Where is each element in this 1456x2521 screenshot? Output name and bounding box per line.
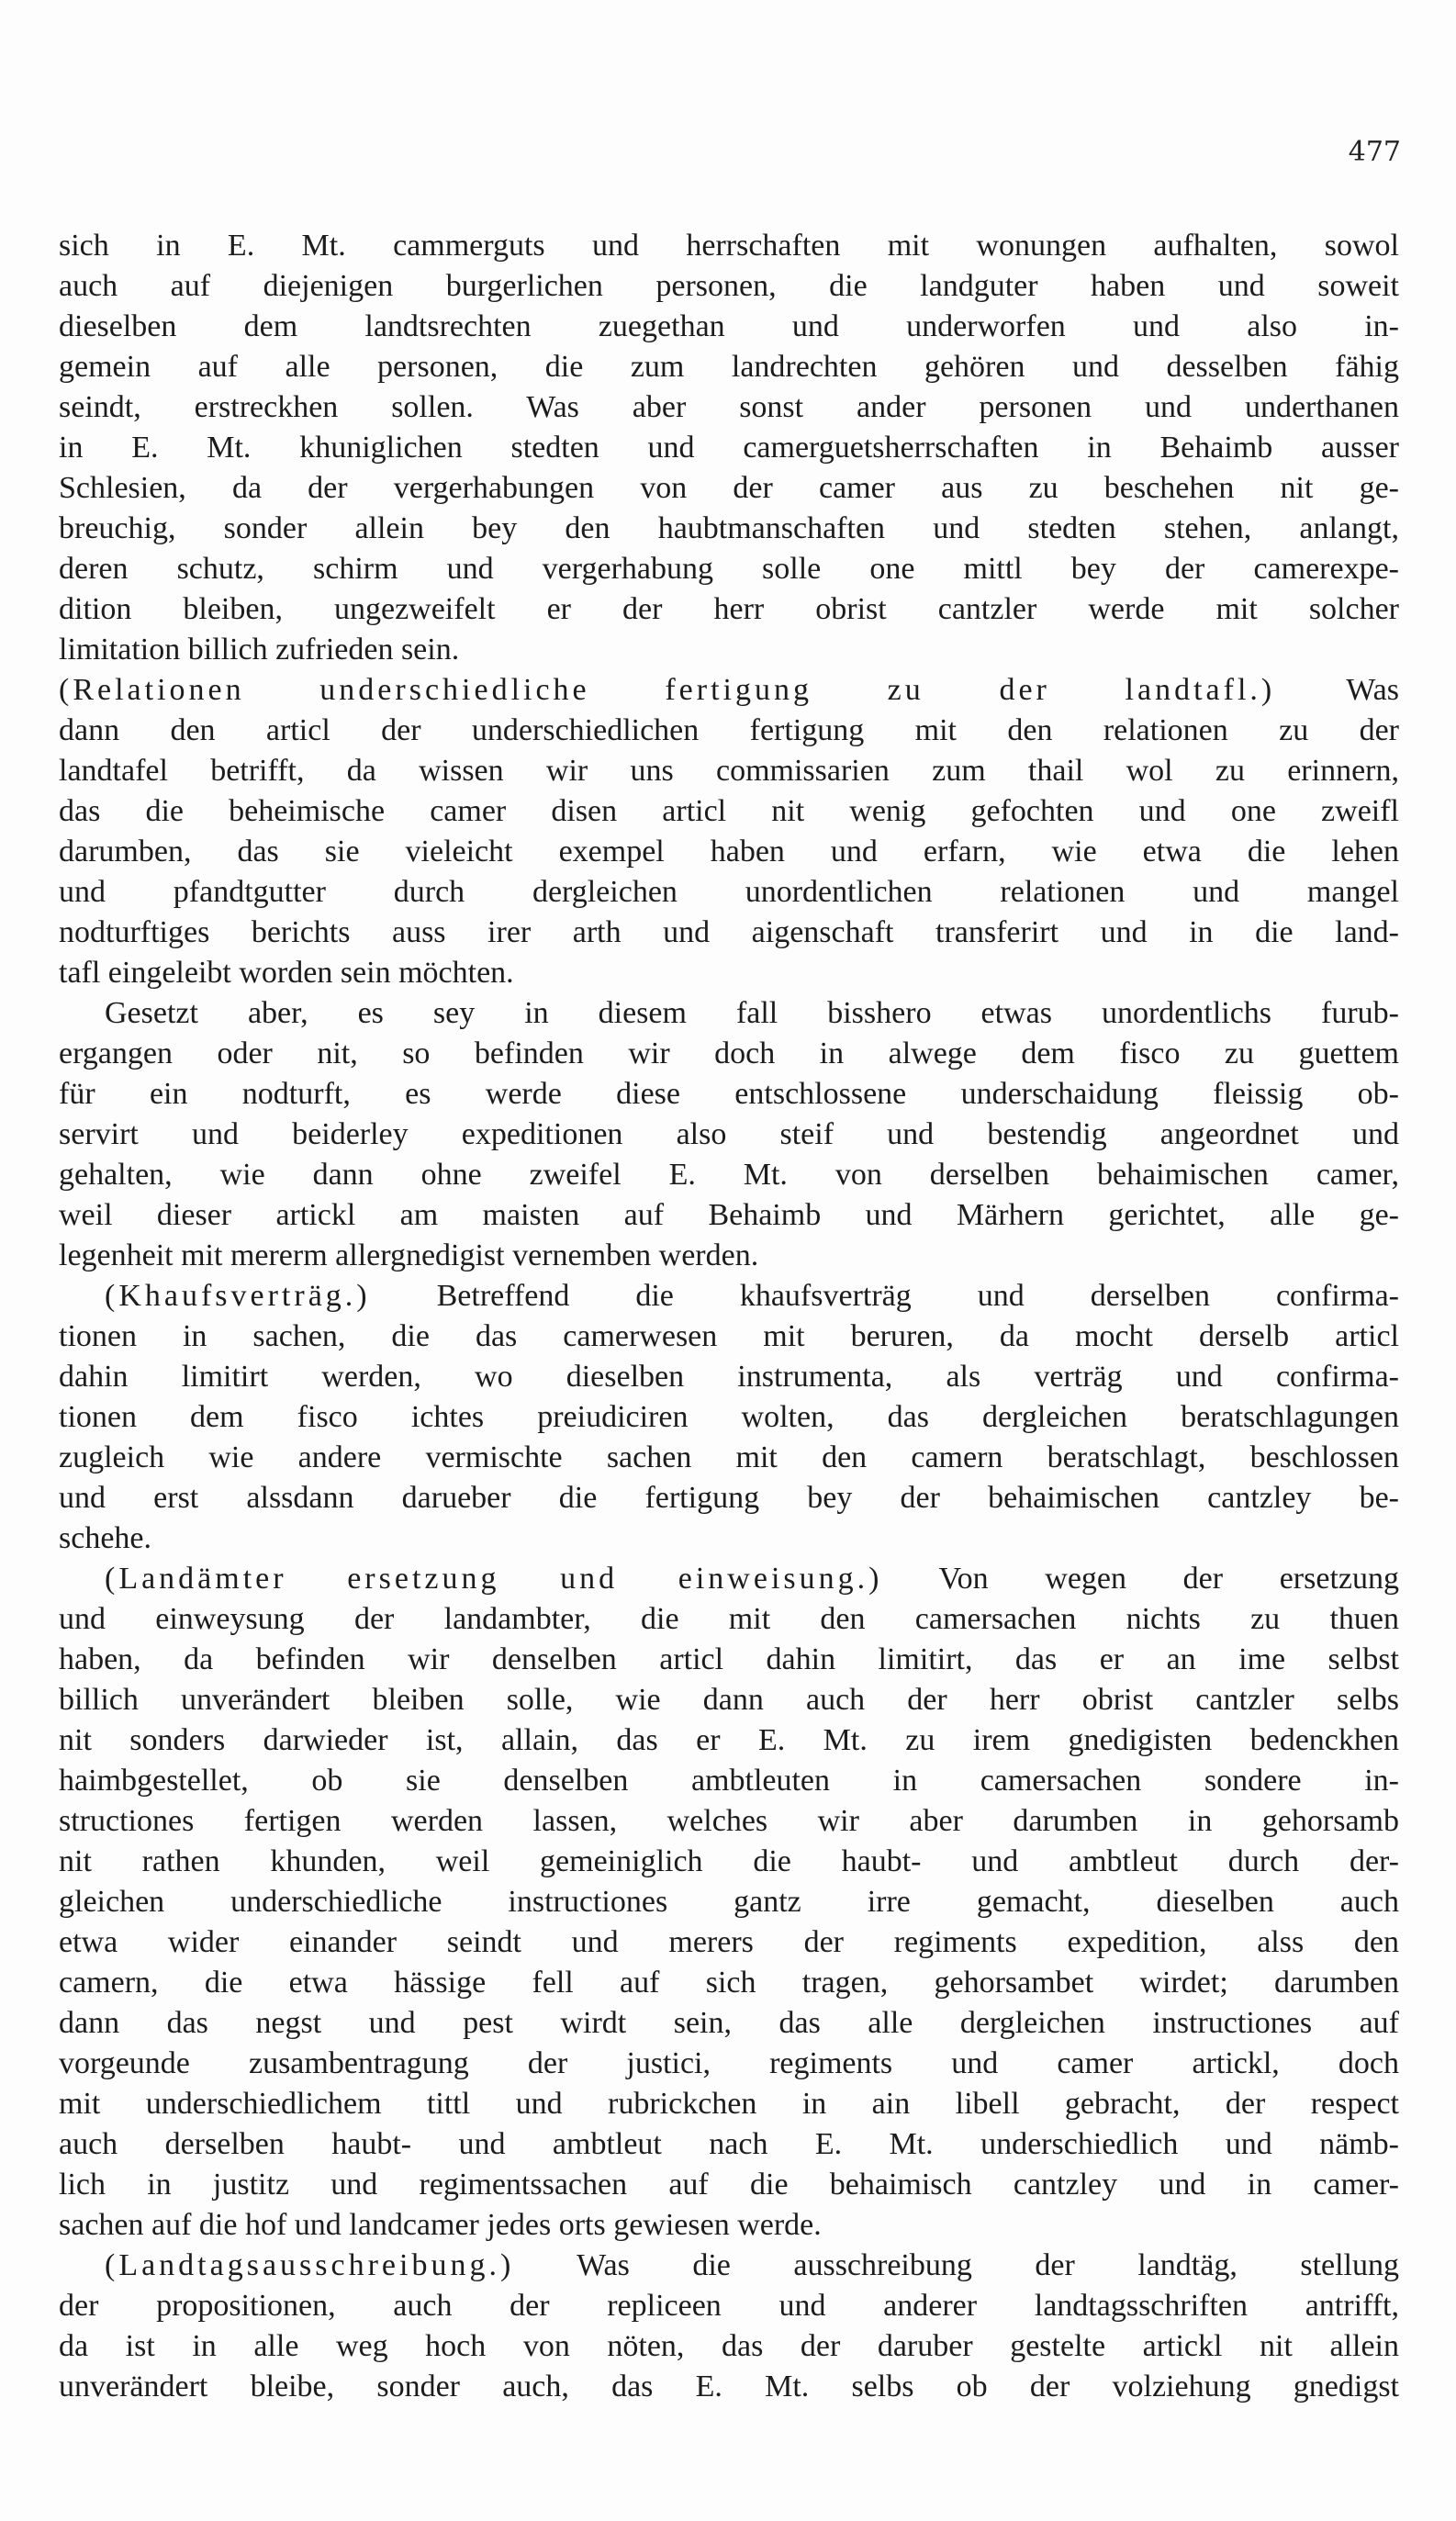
text-line	[59, 2286, 1399, 2326]
line-text: dieselben dem landtsrechten zuegethan und underworfen und also in-	[59, 309, 1399, 343]
line-text: camern, die etwa hässige fell auf sich tragen, gehorsambet wirdet; darumben	[59, 1966, 1399, 2000]
section-heading: (Landämter ersetzung und einweisung.)	[105, 1562, 883, 1596]
text-line	[59, 1882, 1399, 1922]
text-line	[59, 226, 1399, 266]
text-line	[59, 1801, 1399, 1842]
text-line	[59, 872, 1399, 913]
text-line	[59, 468, 1399, 509]
line-text: servirt und beiderley expeditionen also steif und bestendig angeordnet und	[59, 1117, 1399, 1151]
line-text: auch auf diejenigen burgerlichen personen, die landguter haben und soweit	[59, 269, 1399, 303]
line-text: nodturftiges berichts auss irer arth und aigenschaft transferirt und in die land-	[59, 915, 1399, 949]
text-line	[59, 993, 1399, 1034]
text-line	[59, 509, 1399, 549]
section-heading: (Landtagsausschreibung.)	[105, 2248, 515, 2282]
line-text: legenheit mit mererm allergnedigist vernemben werden.	[59, 1238, 759, 1272]
text-line	[59, 1317, 1399, 1357]
line-text: tionen in sachen, die das camerwesen mit beruren, da mocht derselb articl	[59, 1319, 1399, 1353]
text-line	[59, 953, 1399, 993]
line-text: limitation billich zufrieden sein.	[59, 633, 460, 667]
text-line	[59, 1236, 1399, 1276]
line-text: weil dieser artickl am maisten auf Behaimb und Märhern gerichtet, alle ge-	[59, 1198, 1399, 1232]
text-line	[59, 2246, 1399, 2286]
line-text: billich unverändert bleiben solle, wie dann auch der herr obrist cantzler selbs	[59, 1683, 1399, 1717]
text-line	[59, 2367, 1399, 2407]
text-line	[59, 1599, 1399, 1640]
text-line	[59, 1922, 1399, 1963]
line-text: für ein nodturft, es werde diese entschlossene underschaidung fleissig ob-	[59, 1077, 1399, 1111]
line-text: nit sonders darwieder ist, allain, das er E. Mt. zu irem gnedigisten bedenckhen	[59, 1723, 1399, 1757]
line-text: sachen auf die hof und landcamer jedes orts gewiesen werde.	[59, 2208, 822, 2242]
line-text: Gesetzt aber, es sey in diesem fall bisshero etwas unordentlichs furub-	[105, 996, 1399, 1030]
line-text: deren schutz, schirm und vergerhabung solle one mittl bey der camerexpe-	[59, 552, 1399, 586]
text-line	[59, 1397, 1399, 1438]
line-text: Schlesien, da der vergerhabungen von der camer aus zu beschehen nit ge-	[59, 471, 1399, 505]
text-line	[59, 913, 1399, 953]
text-line	[59, 1357, 1399, 1397]
page-number: 477	[1348, 136, 1401, 168]
line-text: nit rathen khunden, weil gemeiniglich die haubt- und ambtleut durch der-	[59, 1844, 1399, 1878]
line-text: Was	[1275, 673, 1399, 707]
line-text: mit underschiedlichem tittl und rubrickchen in ain libell gebracht, der respect	[59, 2087, 1399, 2121]
text-line	[59, 2124, 1399, 2165]
line-text: zugleich wie andere vermischte sachen mit den camern beratschlagt, beschlossen	[59, 1440, 1399, 1474]
section-heading: (Khaufsverträg.)	[105, 1279, 371, 1313]
line-text: dann den articl der underschiedlichen fertigung mit den relationen zu der	[59, 713, 1399, 747]
line-text: vorgeunde zusambentragung der justici, regiments und camer artickl, doch	[59, 2046, 1399, 2080]
text-line	[59, 670, 1399, 711]
line-text: und erst alssdann darueber die fertigung bey der behaimischen cantzley be-	[59, 1481, 1399, 1515]
text-line	[59, 1276, 1399, 1317]
line-text: haimbgestellet, ob sie denselben ambtleuten in camersachen sondere in-	[59, 1764, 1399, 1798]
text-line	[59, 711, 1399, 751]
text-line	[59, 1478, 1399, 1518]
text-line	[59, 751, 1399, 791]
line-text: in E. Mt. khuniglichen stedten und camerguetsherrschaften in Behaimb ausser	[59, 431, 1399, 465]
text-line	[59, 1438, 1399, 1478]
text-line	[59, 791, 1399, 832]
line-text: gehalten, wie dann ohne zweifel E. Mt. von derselben behaimischen camer,	[59, 1158, 1399, 1192]
text-line	[59, 1155, 1399, 1195]
text-line	[59, 589, 1399, 630]
line-text: Was die ausschreibung der landtäg, stellung	[514, 2248, 1399, 2282]
text-line	[59, 1115, 1399, 1155]
text-line	[59, 1518, 1399, 1559]
text-line	[59, 1963, 1399, 2003]
line-text: dahin limitirt werden, wo dieselben instrumenta, als verträg und confirma-	[59, 1360, 1399, 1394]
text-line	[59, 1640, 1399, 1680]
line-text: ergangen oder nit, so befinden wir doch in alwege dem fisco zu guettem	[59, 1036, 1399, 1070]
text-line	[59, 1842, 1399, 1882]
line-text: tafl eingeleibt worden sein möchten.	[59, 956, 514, 990]
text-line	[59, 2205, 1399, 2246]
line-text: darumben, das sie vieleicht exempel haben und erfarn, wie etwa die lehen	[59, 835, 1399, 868]
text-line	[59, 2084, 1399, 2124]
line-text: und einweysung der landambter, die mit den camersachen nichts zu thuen	[59, 1602, 1399, 1636]
line-text: und pfandtgutter durch dergleichen unordentlichen relationen und mangel	[59, 875, 1399, 909]
line-text: schehe.	[59, 1521, 152, 1555]
line-text: landtafel betrifft, da wissen wir uns commissarien zum thail wol zu erinnern,	[59, 754, 1399, 788]
line-text: etwa wider einander seindt und merers der regiments expedition, alss den	[59, 1925, 1399, 1959]
text-line	[59, 1720, 1399, 1761]
line-text: seindt, erstreckhen sollen. Was aber sonst ander personen und underthanen	[59, 390, 1399, 424]
line-text: structiones fertigen werden lassen, welches wir aber darumben in gehorsamb	[59, 1804, 1399, 1838]
text-line	[59, 832, 1399, 872]
line-text: Von wegen der ersetzung	[882, 1562, 1399, 1596]
line-text: lich in justitz und regimentssachen auf die behaimisch cantzley und in camer-	[59, 2168, 1399, 2202]
text-line	[59, 630, 1399, 670]
text-line	[59, 266, 1399, 307]
text-line	[59, 307, 1399, 347]
text-line	[59, 1761, 1399, 1801]
line-text: der propositionen, auch der repliceen und anderer landtagsschriften antrifft,	[59, 2289, 1399, 2323]
text-line	[59, 1559, 1399, 1599]
line-text: dition bleiben, ungezweifelt er der herr obrist cantzler werde mit solcher	[59, 592, 1399, 626]
text-line	[59, 387, 1399, 428]
text-line	[59, 1195, 1399, 1236]
document-body	[59, 226, 1399, 2407]
line-text: da ist in alle weg hoch von nöten, das der daruber gestelte artickl nit allein	[59, 2329, 1399, 2363]
text-line	[59, 2165, 1399, 2205]
text-line	[59, 2003, 1399, 2044]
text-line	[59, 549, 1399, 589]
line-text: unverändert bleibe, sonder auch, das E. Mt. selbs ob der volziehung gnedigst	[59, 2370, 1399, 2403]
line-text: dann das negst und pest wirdt sein, das alle dergleichen instructiones auf	[59, 2006, 1399, 2040]
section-heading: (Relationen underschiedliche fertigung zu der landtafl.)	[59, 673, 1276, 707]
line-text: sich in E. Mt. cammerguts und herrschaften mit wonungen aufhalten, sowol	[59, 229, 1399, 263]
line-text: breuchig, sonder allein bey den haubtmanschaften und stedten stehen, anlangt,	[59, 511, 1399, 545]
line-text: das die beheimische camer disen articl nit wenig gefochten und one zweifl	[59, 794, 1399, 828]
line-text: auch derselben haubt- und ambtleut nach E. Mt. underschiedlich und nämb-	[59, 2127, 1399, 2161]
text-line	[59, 1680, 1399, 1720]
text-line	[59, 2044, 1399, 2084]
text-line	[59, 2326, 1399, 2367]
text-line	[59, 1034, 1399, 1074]
line-text: haben, da befinden wir denselben articl dahin limitirt, das er an ime selbst	[59, 1642, 1399, 1676]
line-text: gemein auf alle personen, die zum landrechten gehören und desselben fähig	[59, 350, 1399, 384]
text-line	[59, 1074, 1399, 1115]
text-line	[59, 347, 1399, 387]
text-line	[59, 428, 1399, 468]
line-text: gleichen underschiedliche instructiones gantz irre gemacht, dieselben auch	[59, 1885, 1399, 1919]
line-text: Betreffend die khaufsverträg und derselben confirma-	[370, 1279, 1399, 1313]
line-text: tionen dem fisco ichtes preiudiciren wolten, das dergleichen beratschlagungen	[59, 1400, 1399, 1434]
